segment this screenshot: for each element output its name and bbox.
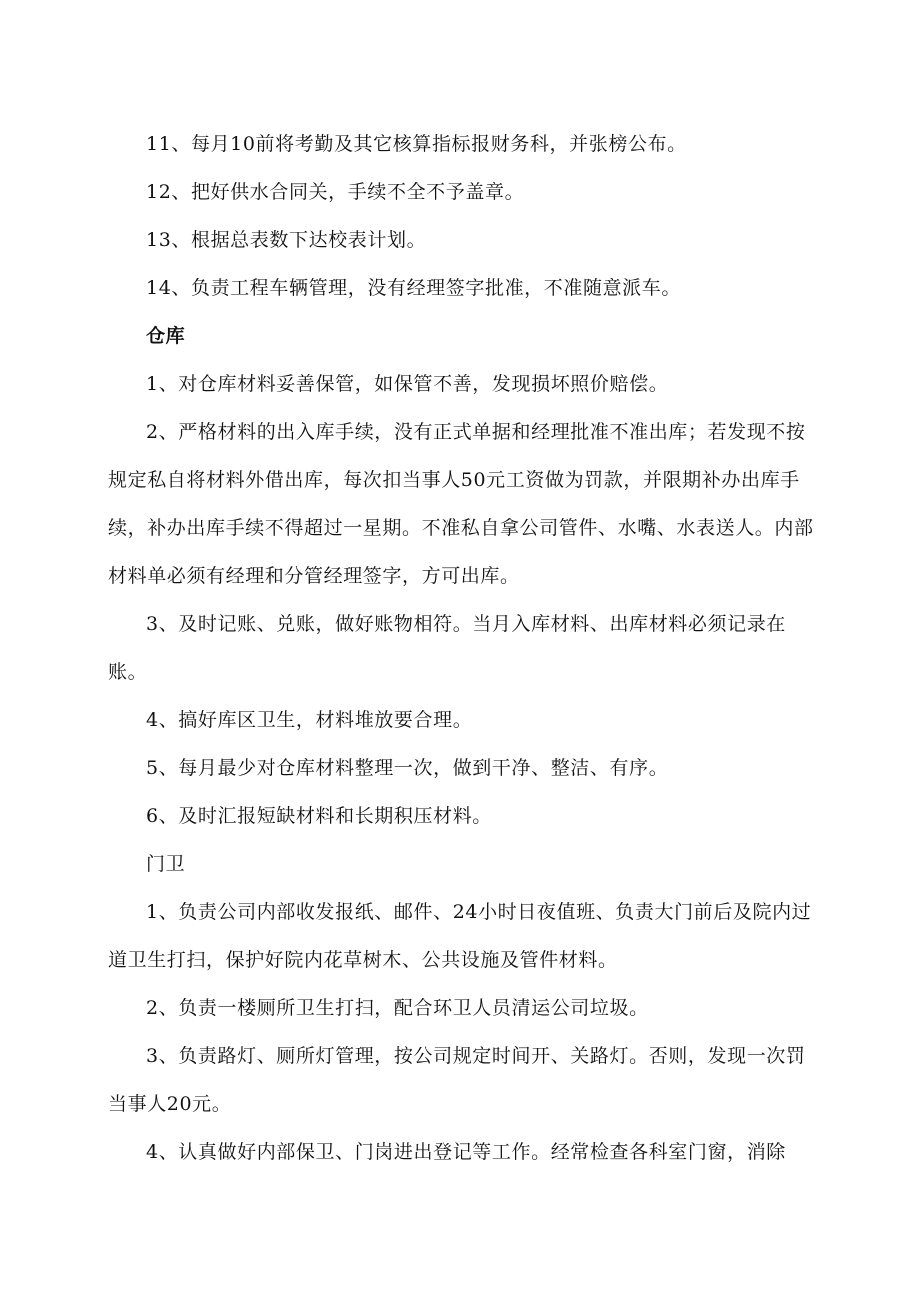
guard-item-4: 4、认真做好内部保卫、门岗进出登记等工作。经常检查各科室门窗，消除	[146, 1141, 786, 1163]
guard-item-2: 2、负责一楼厕所卫生打扫，配合环卫人员清运公司垃圾。	[146, 997, 649, 1019]
guard-item-1: 1、负责公司内部收发报纸、邮件、24小时日夜值班、负责大门前后及院内过道卫生打扫，保护好院内花草树木、公共设施及管件材料。	[108, 901, 812, 971]
warehouse-item-4: 4、搞好库区卫生，材料堆放要合理。	[146, 709, 473, 731]
guard-item-3: 3、负责路灯、厕所灯管理，按公司规定时间开、关路灯。否则，发现一次罚当事人20元。	[108, 1045, 806, 1115]
paragraph-11: 11、每月10前将考勤及其它核算指标报财务科，并张榜公布。	[146, 133, 687, 155]
warehouse-item-3: 3、及时记账、兑账，做好账物相符。当月入库材料、出库材料必须记录在账。	[108, 613, 786, 683]
section-heading-warehouse: 仓库	[146, 325, 186, 347]
document-body	[108, 120, 816, 1176]
paragraph-14: 14、负责工程车辆管理，没有经理签字批准，不准随意派车。	[146, 277, 681, 299]
section-heading-guard: 门卫	[146, 853, 186, 875]
paragraph-12: 12、把好供水合同关，手续不全不予盖章。	[146, 181, 525, 203]
warehouse-item-1: 1、对仓库材料妥善保管，如保管不善，发现损坏照价赔偿。	[146, 373, 669, 395]
paragraph-13: 13、根据总表数下达校表计划。	[146, 229, 427, 251]
warehouse-item-5: 5、每月最少对仓库材料整理一次，做到干净、整洁、有序。	[146, 757, 669, 779]
warehouse-item-6: 6、及时汇报短缺材料和长期积压材料。	[146, 805, 492, 827]
warehouse-item-2: 2、严格材料的出入库手续，没有正式单据和经理批准不准出库；若发现不按规定私自将材料外借出库，每次扣当事人50元工资做为罚款，并限期补办出库手续，补办出库手续不得超过一星期。不准私自拿公司管件、水嘴、水表送人。内部材料单必须有经理和分管经理签字，方可出库。	[108, 421, 814, 587]
